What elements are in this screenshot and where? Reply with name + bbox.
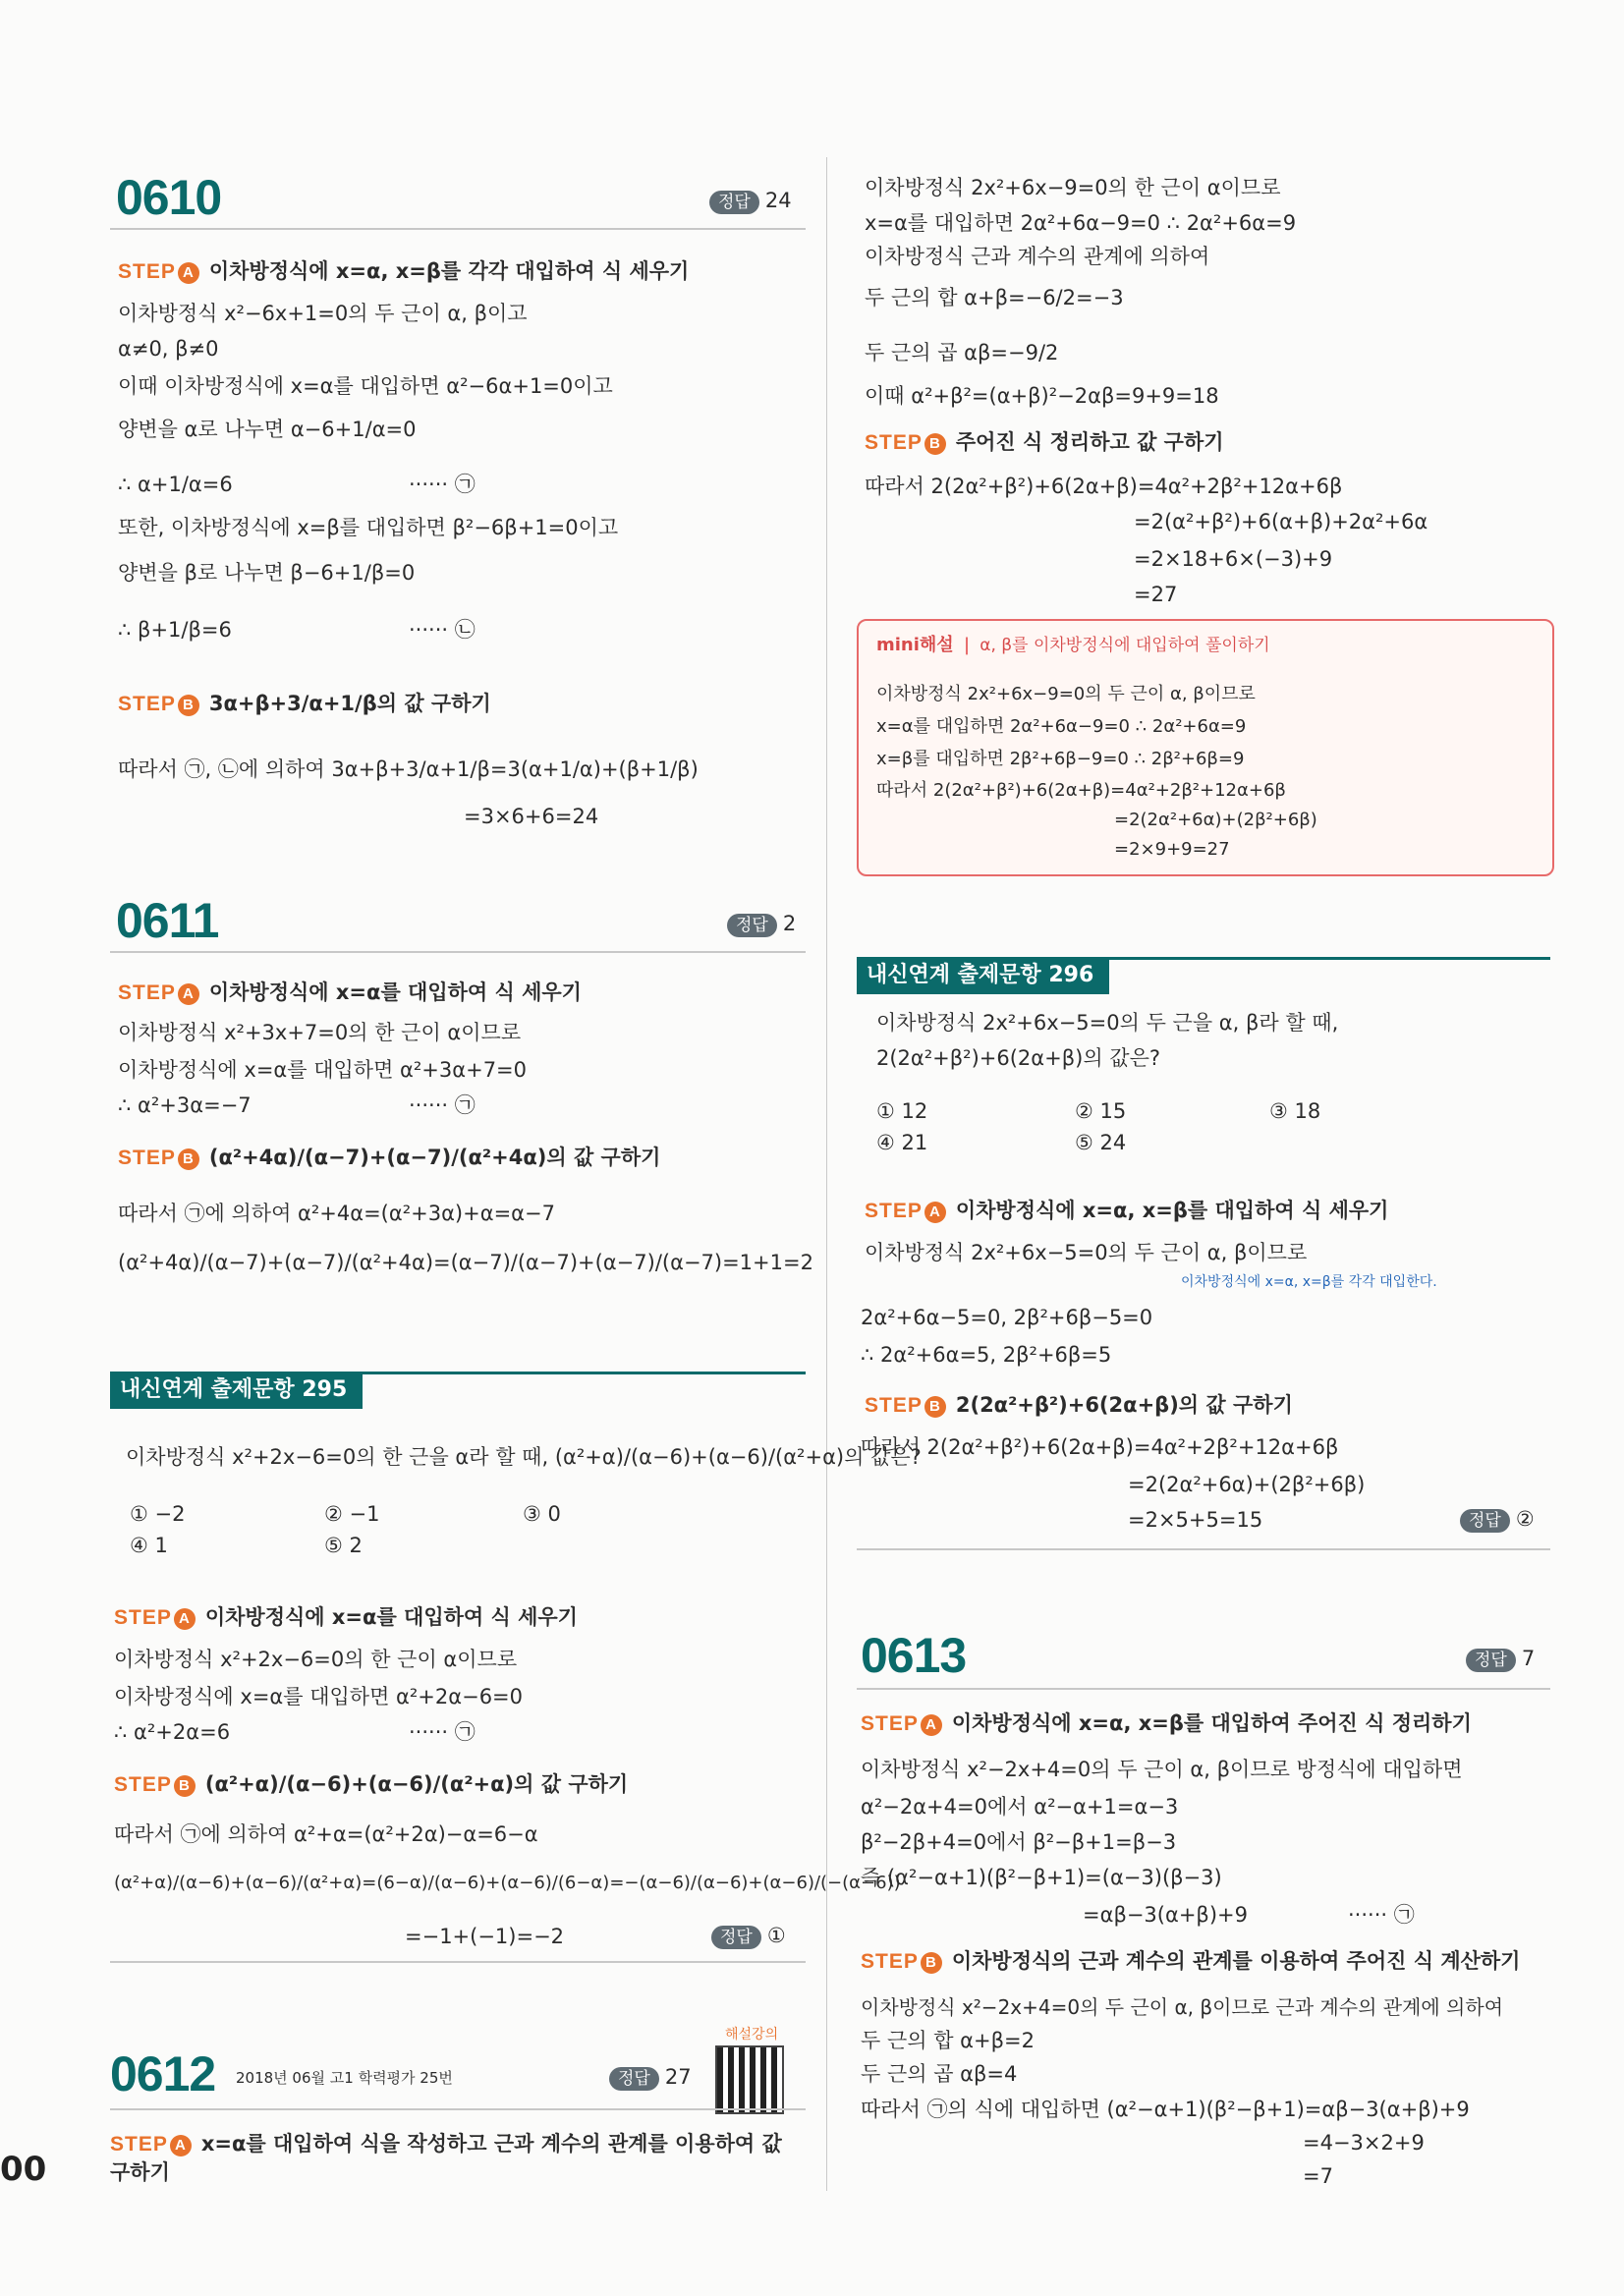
margin-note: 이차방정식에 x=α, x=β를 각각 대입한다. (1181, 1274, 1437, 1290)
section-rule (110, 2108, 806, 2110)
solution-line: =2×18+6×(−3)+9 (1134, 547, 1333, 571)
choice: ⑤ 2 (324, 1534, 363, 1557)
problem-number: 0612 (110, 2046, 216, 2101)
question-text: 이차방정식 2x²+6x−5=0의 두 근을 α, β라 할 때, (876, 1011, 1339, 1035)
solution-line: 따라서 2(2α²+β²)+6(2α+β)=4α²+2β²+12α+6β (865, 475, 1343, 498)
step-b-heading: STEP B 주어진 식 정리하고 값 구하기 (865, 430, 1224, 454)
choice: ⑤ 24 (1075, 1131, 1127, 1154)
mini-solution-line: x=β를 대입하면 2β²+6β−9=0 ∴ 2β²+6β=9 (876, 749, 1245, 769)
solution-line: =2×5+5=15 (1128, 1508, 1263, 1532)
solution-line: (α²+4α)/(α−7)+(α−7)/(α²+4α)=(α−7)/(α−7)+(α−7)/(α−7)=1+1=2 (118, 1251, 813, 1274)
solution-line: ∴ 2α²+6α=5, 2β²+6β=5 (861, 1343, 1112, 1367)
section-rule (110, 951, 806, 953)
step-b-heading: STEP B (α²+α)/(α−6)+(α−6)/(α²+α)의 값 구하기 (114, 1772, 629, 1796)
solution-line: 이차방정식 x²+3x+7=0의 한 근이 α이므로 (118, 1021, 522, 1044)
answer-label: 정답 7 (1466, 1647, 1535, 1672)
equation-tag: ······ ㉠ (409, 1720, 476, 1744)
solution-line: 따라서 ㉠에 의하여 α²+4α=(α²+3α)+α=α−7 (118, 1202, 555, 1225)
equation-tag: ······ ㉠ (1348, 1903, 1415, 1927)
solution-line: ∴ α+1/α=6 (118, 473, 233, 496)
equation-tag: ······ ㉠ (409, 473, 476, 496)
section-rule (857, 1548, 1550, 1550)
choice: ① 12 (876, 1099, 928, 1123)
solution-line: x=α를 대입하면 2α²+6α−9=0 ∴ 2α²+6α=9 (865, 211, 1297, 235)
solution-line: 양변을 α로 나누면 α−6+1/α=0 (118, 418, 417, 441)
solution-line: β²−2β+4=0에서 β²−β+1=β−3 (861, 1830, 1177, 1854)
step-a-heading: STEP A 이차방정식에 x=α를 대입하여 식 세우기 (118, 980, 582, 1004)
solution-line: 이차방정식 2x²+6x−9=0의 한 근이 α이므로 (865, 176, 1281, 199)
solution-line: 양변을 β로 나누면 β−6+1/β=0 (118, 561, 416, 585)
solution-line: 2α²+6α−5=0, 2β²+6β−5=0 (861, 1306, 1153, 1329)
equation-tag: ······ ㉡ (409, 618, 476, 642)
choice: ① −2 (130, 1502, 186, 1526)
problem-number: 0611 (116, 893, 219, 948)
section-rule (110, 1961, 806, 1963)
solution-line: =2(α²+β²)+6(α+β)+2α²+6α (1134, 510, 1428, 533)
solution-line: 따라서 ㉠에 의하여 α²+α=(α²+2α)−α=6−α (114, 1822, 538, 1846)
step-a-heading: STEP A 이차방정식에 x=α를 대입하여 식 세우기 (114, 1605, 578, 1629)
choice: ② 15 (1075, 1099, 1127, 1123)
solution-line: 두 근의 합 α+β=2 (861, 2029, 1035, 2052)
equation-tag: ······ ㉠ (409, 1093, 476, 1117)
step-b-heading: STEP B 3α+β+3/α+1/β의 값 구하기 (118, 692, 491, 715)
problem-source: 2018년 06월 고1 학력평가 25번 (236, 2069, 453, 2087)
step-b-heading: STEP B (α²+4α)/(α−7)+(α−7)/(α²+4α)의 값 구하기 (118, 1146, 661, 1169)
mini-solution-line: 이차방정식 2x²+6x−9=0의 두 근이 α, β이므로 (876, 684, 1256, 704)
solution-line: (α²+α)/(α−6)+(α−6)/(α²+α)=(6−α)/(α−6)+(α−6)/(6−α)=−(α−6)/(α−6)+(α−6)/(−(α−6)) (114, 1873, 901, 1893)
solution-line: =2(2α²+6α)+(2β²+6β) (1128, 1473, 1366, 1496)
mini-solution-title: mini해설 | α, β를 이차방정식에 대입하여 풀이하기 (876, 635, 1270, 655)
mini-solution-line: 따라서 2(2α²+β²)+6(2α+β)=4α²+2β²+12α+6β (876, 780, 1286, 801)
solution-line: =4−3×2+9 (1303, 2131, 1425, 2155)
step-a-heading: STEP A 이차방정식에 x=α, x=β를 대입하여 주어진 식 정리하기 (861, 1711, 1472, 1735)
solution-line: 두 근의 곱 αβ=−9/2 (865, 341, 1059, 364)
step-b-heading: STEP B 이차방정식의 근과 계수의 관계를 이용하여 주어진 식 계산하기 (861, 1949, 1521, 1973)
problem-number: 0610 (116, 170, 222, 225)
solution-line: 이차방정식 x²+2x−6=0의 한 근이 α이므로 (114, 1648, 518, 1671)
choice: ② −1 (324, 1502, 380, 1526)
solution-line: 따라서 2(2α²+β²)+6(2α+β)=4α²+2β²+12α+6β (861, 1435, 1339, 1459)
solution-line: 따라서 ㉠, ㉡에 의하여 3α+β+3/α+1/β=3(α+1/α)+(β+1/β) (118, 757, 699, 781)
step-a-heading: STEP A 이차방정식에 x=α, x=β를 각각 대입하여 식 세우기 (118, 259, 690, 283)
mini-solution-line: x=α를 대입하면 2α²+6α−9=0 ∴ 2α²+6α=9 (876, 716, 1247, 737)
solution-line: 즉 (α²−α+1)(β²−β+1)=(α−3)(β−3) (861, 1866, 1222, 1889)
step-a-heading: STEP A 이차방정식에 x=α, x=β를 대입하여 식 세우기 (865, 1199, 1389, 1222)
section-rule (110, 228, 806, 230)
page-number: 00 (0, 2150, 47, 2189)
solution-line: =αβ−3(α+β)+9 (1083, 1903, 1248, 1927)
solution-line: 두 근의 합 α+β=−6/2=−3 (865, 286, 1124, 309)
solution-line: ∴ β+1/β=6 (118, 618, 232, 642)
choice: ④ 1 (130, 1534, 168, 1557)
solution-line: 이차방정식에 x=α를 대입하면 α²+2α−6=0 (114, 1685, 524, 1708)
solution-line: 이차방정식 x²−6x+1=0의 두 근이 α, β이고 (118, 302, 528, 325)
solution-line: 두 근의 곱 αβ=4 (861, 2062, 1018, 2086)
solution-line: 따라서 ㉠의 식에 대입하면 (α²−α+1)(β²−β+1)=αβ−3(α+β)+9 (861, 2098, 1470, 2121)
connected-problem-banner: 내신연계 출제문항 295 (110, 1372, 806, 1411)
question-text: 2(2α²+β²)+6(2α+β)의 값은? (876, 1046, 1161, 1070)
solution-line: =7 (1303, 2164, 1333, 2188)
connected-problem-banner: 내신연계 출제문항 296 (857, 957, 1550, 996)
answer-label: 정답 ① (711, 1924, 786, 1949)
solution-line: 이차방정식 x²−2x+4=0의 두 근이 α, β이므로 근과 계수의 관계에 의하여 (861, 1995, 1504, 2019)
solution-line: 이차방정식 2x²+6x−5=0의 두 근이 α, β이므로 (865, 1241, 1308, 1264)
answer-label: 정답 ② (1460, 1507, 1535, 1533)
step-b-heading: STEP B 2(2α²+β²)+6(2α+β)의 값 구하기 (865, 1393, 1293, 1417)
step-a-heading: STEP A x=α를 대입하여 식을 작성하고 근과 계수의 관계를 이용하여 값 구하기 (110, 2132, 782, 2184)
section-rule (857, 1688, 1550, 1690)
solution-line: 이차방정식 x²−2x+4=0의 두 근이 α, β이므로 방정식에 대입하면 (861, 1758, 1463, 1781)
answer-label: 정답 2 (727, 912, 796, 937)
solution-line: 이차방정식 근과 계수의 관계에 의하여 (865, 245, 1210, 268)
solution-line: ∴ α²+3α=−7 (118, 1093, 252, 1117)
qr-code[interactable] (715, 2045, 784, 2114)
solution-line: 이차방정식에 x=α를 대입하면 α²+3α+7=0 (118, 1058, 528, 1082)
choice: ③ 18 (1269, 1099, 1321, 1123)
solution-line: 이때 이차방정식에 x=α를 대입하면 α²−6α+1=0이고 (118, 374, 613, 398)
mini-solution-line: =2×9+9=27 (1114, 839, 1230, 860)
question-text: 이차방정식 x²+2x−6=0의 한 근을 α라 할 때, (α²+α)/(α−6)+(α−6)/(α²+α)의 값은? (126, 1445, 922, 1469)
solution-line: 이때 α²+β²=(α+β)²−2αβ=9+9=18 (865, 384, 1219, 408)
mini-solution-line: =2(2α²+6α)+(2β²+6β) (1114, 810, 1317, 830)
lecture-label: 해설강의 (725, 2027, 779, 2043)
solution-line: =−1+(−1)=−2 (405, 1925, 565, 1948)
answer-label: 정답 24 (709, 189, 792, 214)
solution-line: 또한, 이차방정식에 x=β를 대입하면 β²−6β+1=0이고 (118, 516, 619, 539)
solution-line: α≠0, β≠0 (118, 337, 219, 361)
solution-line: =27 (1134, 583, 1178, 606)
problem-number: 0613 (861, 1628, 967, 1683)
solution-line: ∴ α²+2α=6 (114, 1720, 231, 1744)
choice: ④ 21 (876, 1131, 928, 1154)
choice: ③ 0 (523, 1502, 561, 1526)
solution-line: =3×6+6=24 (464, 805, 599, 828)
solution-line: α²−2α+4=0에서 α²−α+1=α−3 (861, 1795, 1179, 1819)
answer-label: 정답 27 (609, 2065, 692, 2091)
